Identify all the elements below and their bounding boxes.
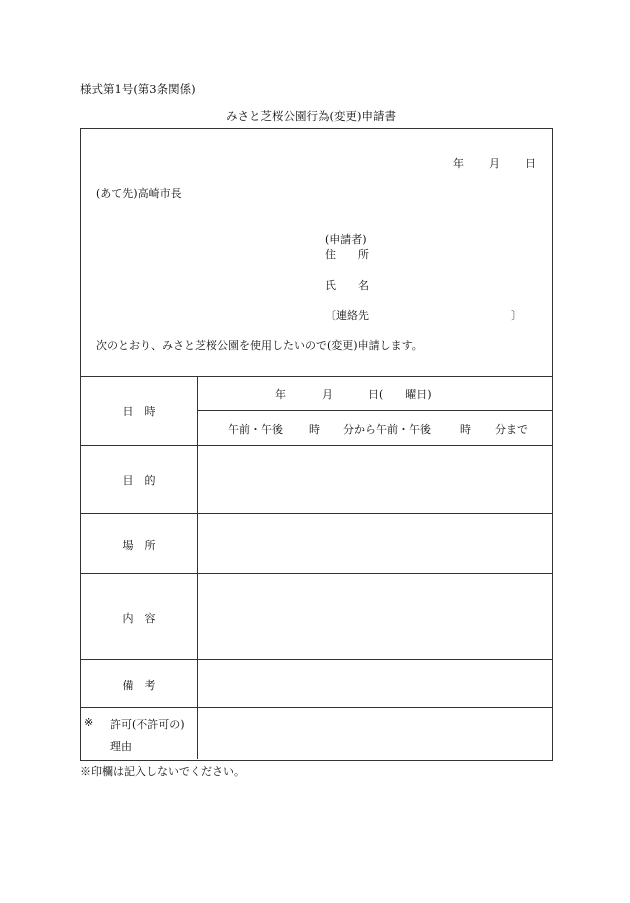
applicant-label: (申請者) <box>325 233 367 246</box>
date-year-label: 年 <box>453 157 464 170</box>
datetime-day-weekday: 日( 曜日) <box>368 388 432 401</box>
datetime-year: 年 <box>275 388 286 401</box>
date-month-label: 月 <box>489 157 500 170</box>
row-divider-reason <box>80 707 552 708</box>
date-day-label: 日 <box>525 157 536 170</box>
row-divider-content <box>80 573 552 574</box>
datetime-start-hour: 時 <box>309 423 320 436</box>
application-statement: 次のとおり、みさと芝桜公園を使用したいので(変更)申請します。 <box>96 339 423 352</box>
label-column-divider <box>197 376 198 759</box>
form-title: みさと芝桜公園行為(変更)申請書 <box>226 109 396 123</box>
datetime-start-ampm: 午前・午後 <box>228 423 283 436</box>
name-label: 氏 名 <box>325 279 369 292</box>
datetime-month: 月 <box>322 388 333 401</box>
addressee: (あて先)高崎市長 <box>96 187 182 200</box>
datetime-label: 日 時 <box>122 405 156 418</box>
datetime-until: 分まで <box>495 423 528 436</box>
datetime-divider <box>197 410 552 411</box>
reason-label-line1: 許可(不許可の) <box>110 718 185 731</box>
purpose-label: 目 的 <box>122 474 156 487</box>
place-label: 場 所 <box>122 539 156 552</box>
remarks-label: 備 考 <box>122 679 156 692</box>
row-divider-remarks <box>80 659 552 660</box>
table-top-border <box>80 376 552 377</box>
contact-open: 〔連絡先 <box>325 309 369 322</box>
reason-label-line2: 理由 <box>110 740 132 753</box>
reason-mark: ※ <box>84 716 94 729</box>
footnote: ※印欄は記入しないでください。 <box>80 765 245 778</box>
content-label: 内 容 <box>122 612 156 625</box>
address-label: 住 所 <box>325 248 369 261</box>
contact-close: 〕 <box>511 309 522 322</box>
datetime-from: 分から午前・午後 <box>343 423 431 436</box>
datetime-end-hour: 時 <box>460 423 471 436</box>
row-divider-purpose <box>80 445 552 446</box>
form-number: 様式第1号(第3条関係) <box>80 82 196 96</box>
row-divider-place <box>80 513 552 514</box>
